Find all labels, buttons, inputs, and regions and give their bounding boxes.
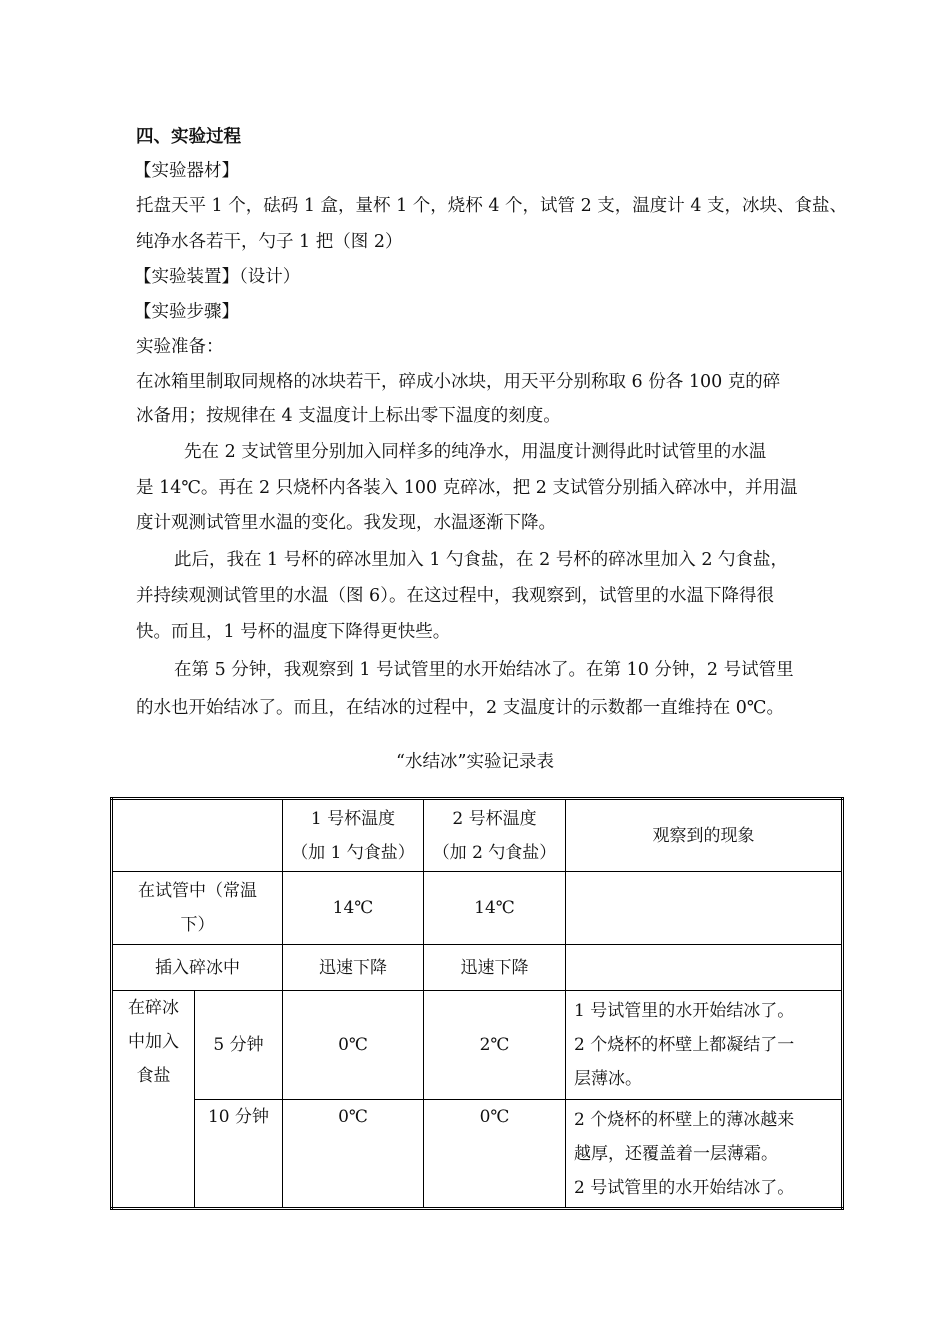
row1-cup1-value: 14℃ xyxy=(283,872,424,945)
table-caption: “水结冰”实验记录表 xyxy=(396,752,554,772)
paragraph-1-line-3: 度计观测试管里水温的变化。我发现，水温逐渐下降。 xyxy=(136,513,556,533)
row2-phenomenon xyxy=(566,945,843,991)
row-label: 在试管中（常温 下） xyxy=(112,872,283,945)
device-label: 【实验装置】（设计） xyxy=(134,267,301,287)
row2-cup1-value: 迅速下降 xyxy=(283,945,424,991)
row-label: 插入碎冰中 xyxy=(112,945,283,991)
row1-phenomenon xyxy=(566,872,843,945)
header-cup2: 2 号杯温度 （加 2 勺食盐） xyxy=(424,799,566,872)
paragraph-2-line-2: 并持续观测试管里的水温（图 6）。在这过程中，我观察到，试管里的水温下降得很 xyxy=(136,586,774,606)
row3-time: 5 分钟 xyxy=(195,991,283,1100)
prep-label: 实验准备： xyxy=(136,337,224,357)
section-title: 四、实验过程 xyxy=(136,127,241,147)
header-phenomenon: 观察到的现象 xyxy=(566,799,843,872)
table-row-insert-ice xyxy=(112,945,843,991)
table-row-10-minutes xyxy=(112,1100,843,1209)
row1-cup2-value: 14℃ xyxy=(424,872,566,945)
header-cup1: 1 号杯温度 （加 1 勺食盐） xyxy=(283,799,424,872)
equipment-text-line-2: 纯净水各若干，勺子 1 把（图 2） xyxy=(136,232,403,252)
table-header-row xyxy=(112,799,843,872)
experiment-record-table xyxy=(110,797,844,1210)
row3-cup2-value: 2℃ xyxy=(424,991,566,1100)
group-label-add-salt: 在碎冰 中加入 食盐 xyxy=(112,991,195,1209)
row3-phenomenon: 1 号试管里的水开始结冰了。 2 个烧杯的杯壁上都凝结了一 层薄冰。 xyxy=(566,991,843,1100)
paragraph-2-line-3: 快。而且，1 号杯的温度下降得更快些。 xyxy=(136,622,451,642)
row4-time: 10 分钟 xyxy=(195,1100,283,1209)
header-empty-cell xyxy=(112,799,283,872)
paragraph-1-line-1: 先在 2 支试管里分别加入同样多的纯净水，用温度计测得此时试管里的水温 xyxy=(184,442,767,462)
equipment-text-line-1: 托盘天平 1 个，砝码 1 盒，量杯 1 个，烧杯 4 个，试管 2 支，温度计 4 支，冰块、食盐、 xyxy=(136,196,848,216)
paragraph-2-line-1: 此后，我在 1 号杯的碎冰里加入 1 勺食盐，在 2 号杯的碎冰里加入 2 勺食盐， xyxy=(174,550,789,570)
steps-label: 【实验步骤】 xyxy=(134,302,239,322)
row4-cup1-value: 0℃ xyxy=(283,1100,424,1209)
row4-phenomenon: 2 个烧杯的杯壁上的薄冰越来 越厚，还覆盖着一层薄霜。 2 号试管里的水开始结冰了。 xyxy=(566,1100,843,1209)
paragraph-1-line-2: 是 14℃。再在 2 只烧杯内各装入 100 克碎冰，把 2 支试管分别插入碎冰中，并用温 xyxy=(136,478,798,498)
prep-text-line-1: 在冰箱里制取同规格的冰块若干，碎成小冰块，用天平分别称取 6 份各 100 克的碎 xyxy=(136,372,781,392)
paragraph-3-line-1: 在第 5 分钟，我观察到 1 号试管里的水开始结冰了。在第 10 分钟，2 号试管里 xyxy=(174,660,794,680)
row2-cup2-value: 迅速下降 xyxy=(424,945,566,991)
row3-cup1-value: 0℃ xyxy=(283,991,424,1100)
paragraph-3-line-2: 的水也开始结冰了。而且，在结冰的过程中，2 支温度计的示数都一直维持在 0℃。 xyxy=(136,698,784,718)
row4-cup2-value: 0℃ xyxy=(424,1100,566,1209)
table-row-5-minutes xyxy=(112,991,843,1100)
prep-text-line-2: 冰备用；按规律在 4 支温度计上标出零下温度的刻度。 xyxy=(136,406,561,426)
equipment-label: 【实验器材】 xyxy=(134,161,239,181)
table-row-room-temperature xyxy=(112,872,843,945)
